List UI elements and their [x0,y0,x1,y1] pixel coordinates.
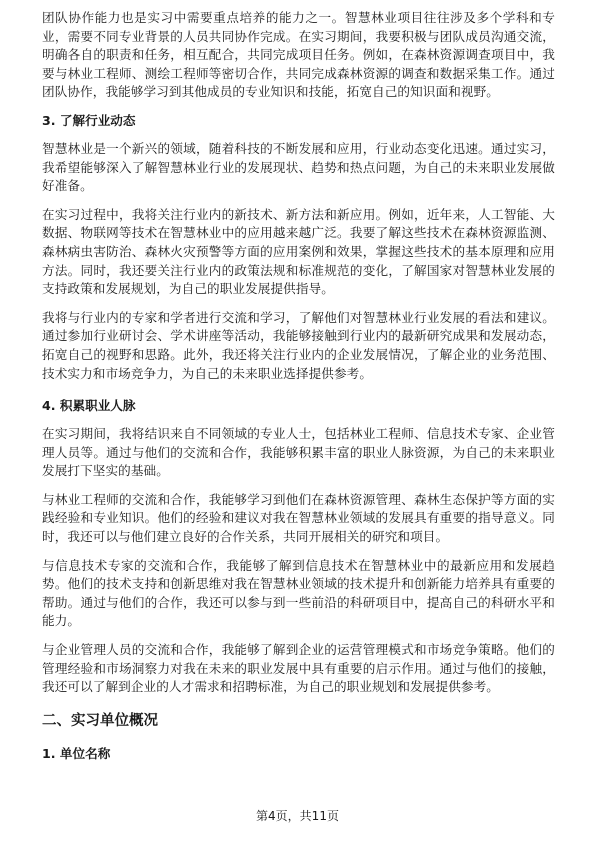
page-number-footer: 第4页，共11页 [256,809,339,823]
document-page [42,9,555,763]
paragraph-trends-technology: 在实习过程中，我将关注行业内的新技术、新方法和新应用。例如，近年来，人工智能、大数据、物联网等技术在智慧林业中的应用越来越广泛。我要了解这些技术在森林资源监测、森林病虫害防治、森林火灾预警等方面的应用案例和效果，掌握这些技术的基本原理和应用方法。同时，我还要关注行业内的政策法规和标准规范的变化，了解国家对智慧林业发展的支持政策和发展规划，为自己的职业发展提供指导。 [42,206,555,297]
paragraph-network-intro: 在实习期间，我将结识来自不同领域的专业人士，包括林业工程师、信息技术专家、企业管理人员等。通过与他们的交流和合作，我能够积累丰富的职业人脉资源，为自己的未来职业发展打下坚实的基础。 [42,426,555,479]
paragraph-trends-intro: 智慧林业是一个新兴的领域，随着科技的不断发展和应用，行业动态变化迅速。通过实习，我希望能够深入了解智慧林业行业的发展现状、趋势和热点问题，为自己的未来职业发展做好准备。 [42,140,555,194]
section-heading-company-name: 1. 单位名称 [42,745,111,761]
paragraph-network-it-experts: 与信息技术专家的交流和合作，我能够了解到信息技术在智慧林业中的最新应用和发展趋势。他们的技术支持和创新思维对我在智慧林业领域的技术提升和创新能力培养具有重要的帮助。通过与他们的合作，我还可以参与到一些前沿的科研项目中，提高自己的科研水平和能力。 [42,557,555,629]
chapter-heading-company-overview: 二、实习单位概况 [42,712,158,729]
section-heading-professional-network: 4. 积累职业人脉 [42,398,136,414]
section-heading-industry-trends: 3. 了解行业动态 [42,112,136,128]
paragraph-teamwork: 团队协作能力也是实习中需要重点培养的能力之一。智慧林业项目往往涉及多个学科和专业，需要不同专业背景的人员共同协作完成。在实习期间，我要积极与团队成员沟通交流，明确各自的职责和任务，相互配合，共同完成项目任务。例如，在森林资源调查项目中，我要与林业工程师、测绘工程师等密切合作，共同完成森林资源的调查和数据采集工作。通过团队协作，我能够学习到其他成员的专业知识和技能，拓宽自己的知识面和视野。 [42,10,555,100]
paragraph-network-managers: 与企业管理人员的交流和合作，我能够了解到企业的运营管理模式和市场竞争策略。他们的管理经验和市场洞察力对我在未来的职业发展中具有重要的启示作用。通过与他们的接触，我还可以了解到企业的人才需求和招聘标准，为自己的职业规划和发展提供参考。 [42,642,555,695]
paragraph-network-forestry-engineers: 与林业工程师的交流和合作，我能够学习到他们在森林资源管理、森林生态保护等方面的实践经验和专业知识。他们的经验和建议对我在智慧林业领域的发展具有重要的指导意义。同时，我还可以与他们建立良好的合作关系，共同开展相关的研究和项目。 [42,491,555,545]
paragraph-trends-experts: 我将与行业内的专家和学者进行交流和学习，了解他们对智慧林业行业发展的看法和建议。通过参加行业研讨会、学术讲座等活动，我能够接触到行业内的最新研究成果和发展动态，拓宽自己的视野和思路。此外，我还将关注行业内的企业发展情况，了解企业的业务范围、技术实力和市场竞争力，为自己的未来职业选择提供参考。 [42,309,555,381]
